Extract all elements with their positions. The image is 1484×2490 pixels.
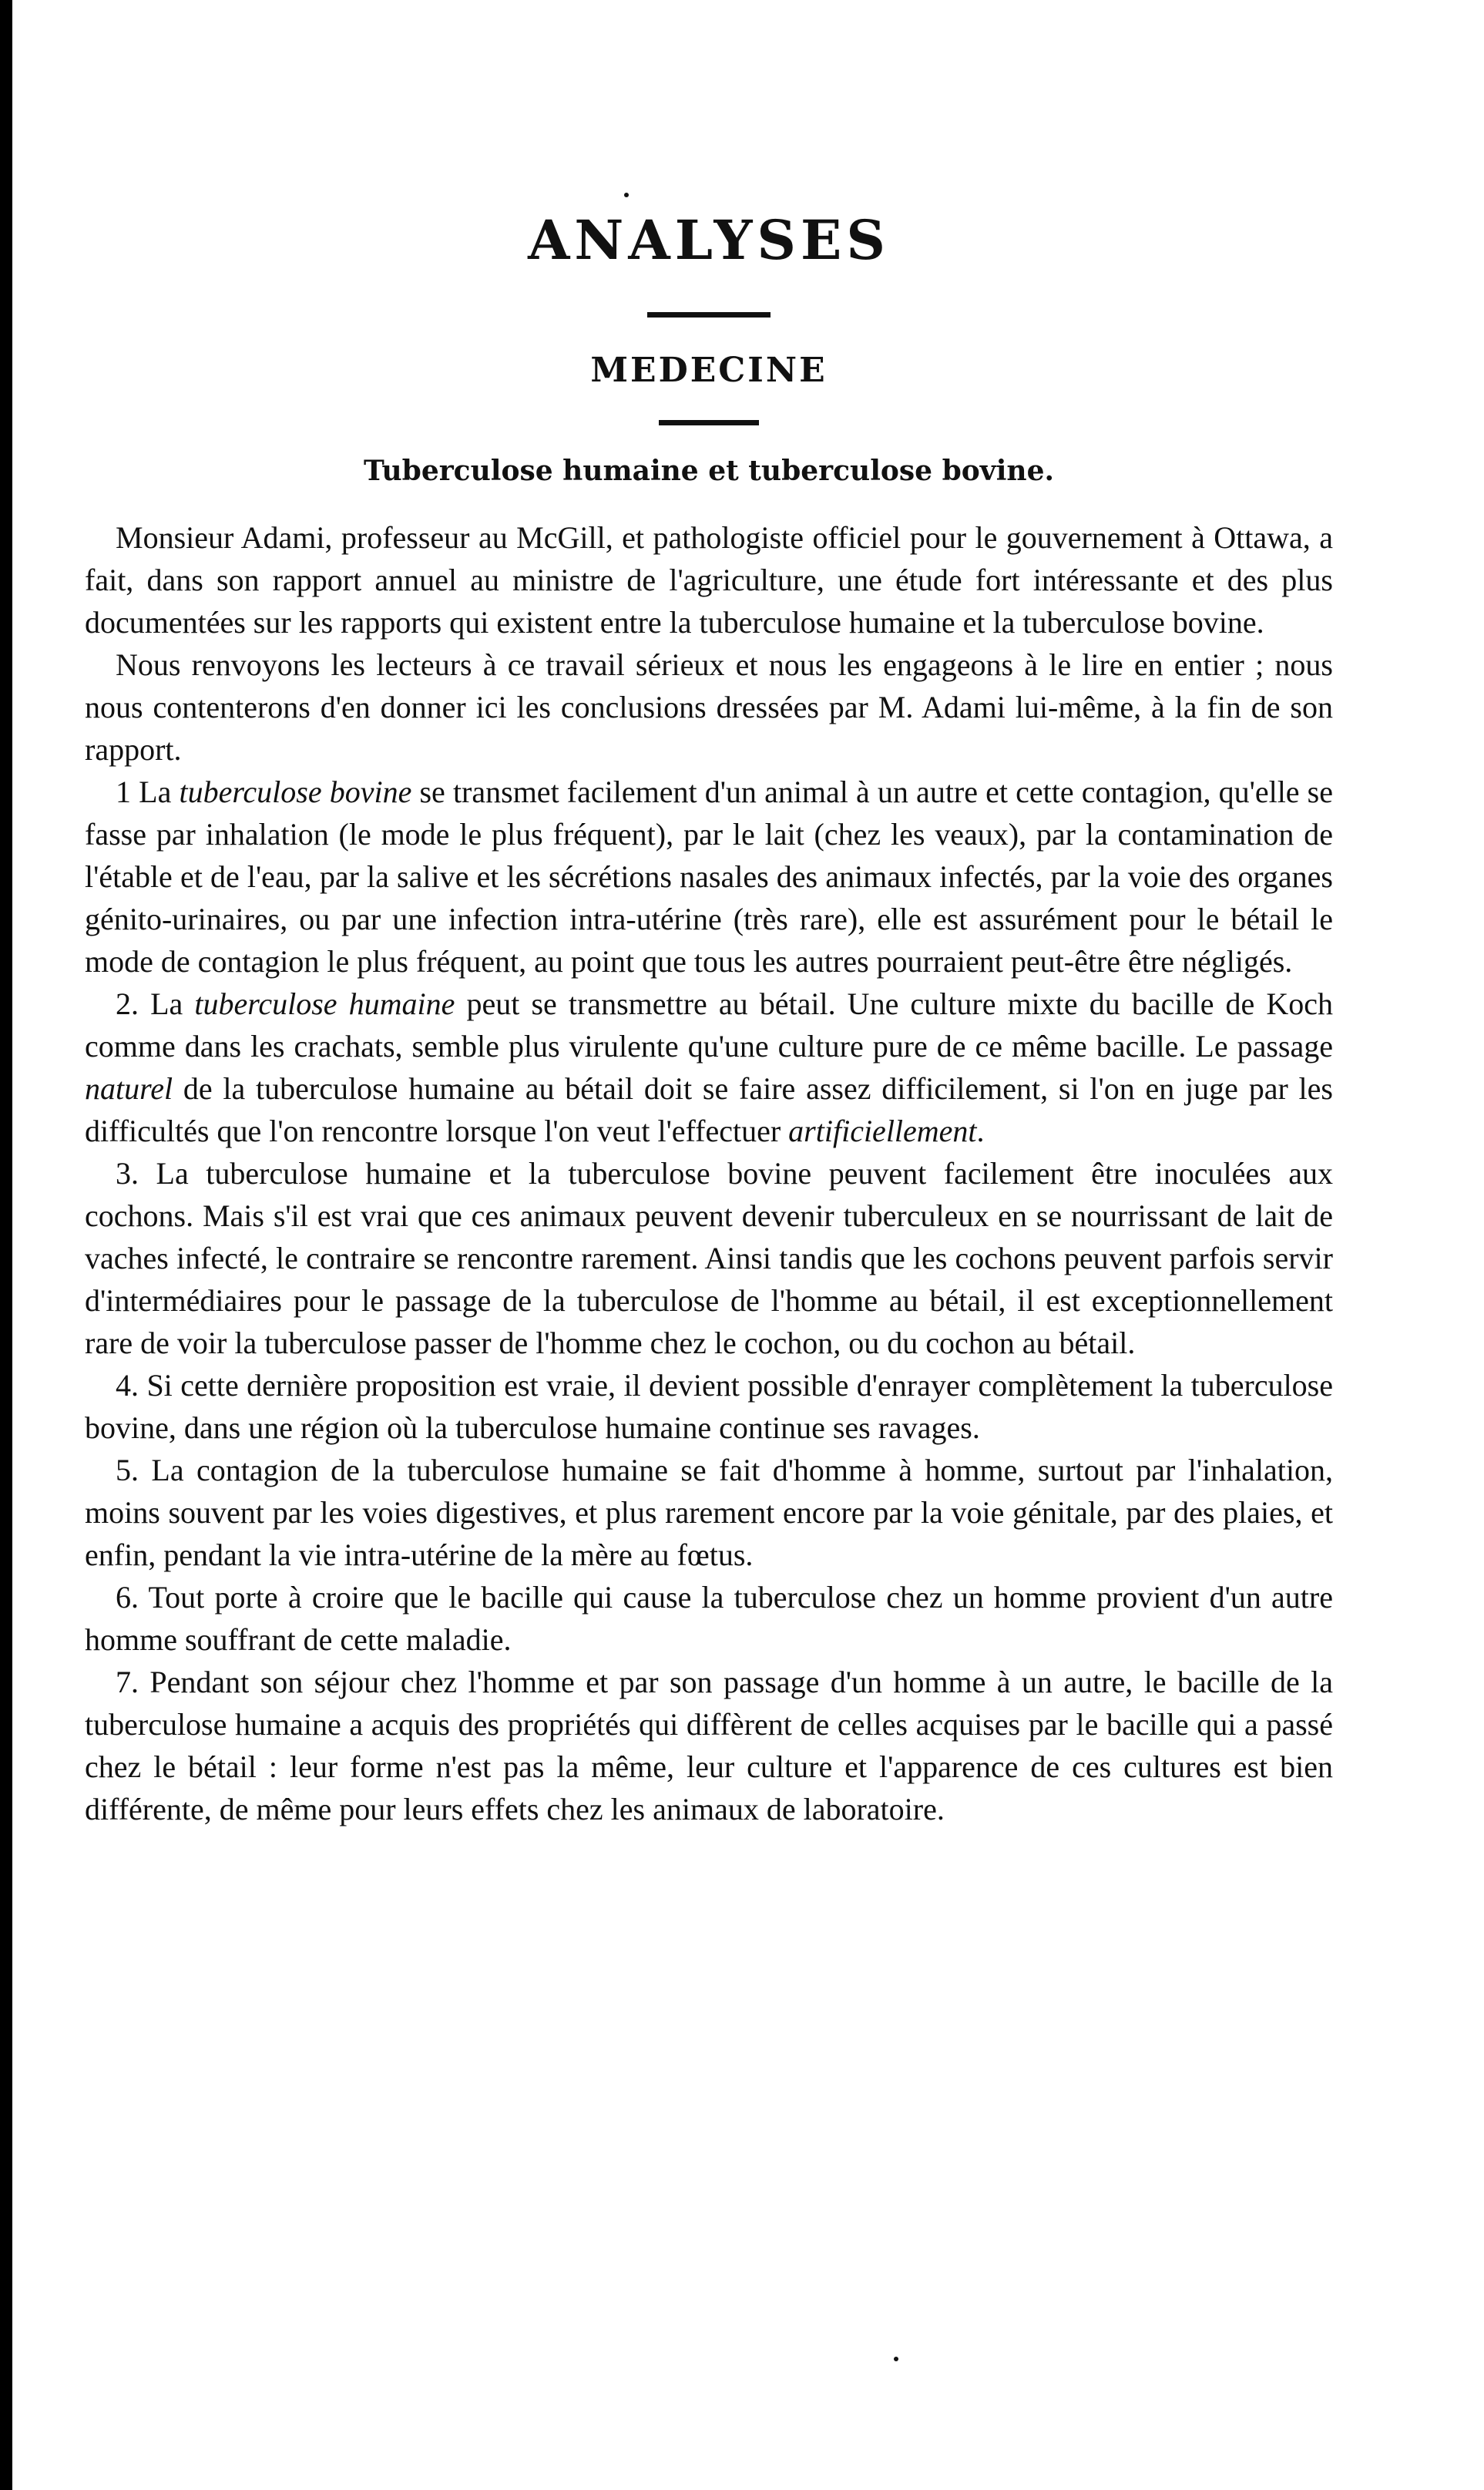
conclusion-item <box>85 1152 1333 1364</box>
intro-paragraph: Nous renvoyons les lecteurs à ce travail sérieux et nous les engageons à le lire en entier ; nous nous contenterons d'en donner ici les conclusions dressées par M. Adami lui-même, à la fin de son rapport. <box>85 647 1333 767</box>
item-text: La <box>139 775 180 809</box>
conclusion-item <box>85 1364 1333 1449</box>
item-number: 1 <box>116 775 131 809</box>
item-text: La contagion de la tuberculose humaine se fait d'homme à homme, surtout par l'inhalation, moins souvent par les voies digestives, et plus rarement encore par la voie génitale, par des plaies, et enfin, pendant la vie intra-utérine de la mère au fœtus. <box>85 1453 1334 1572</box>
item-italic-text: naturel <box>85 1071 173 1106</box>
section-title: MEDECINE <box>590 351 828 390</box>
item-italic-text: tuberculose humaine <box>194 986 455 1021</box>
printer-dot <box>624 193 629 197</box>
section-divider <box>659 420 759 425</box>
page-edge-shadow <box>0 0 12 2490</box>
item-text: Si cette dernière proposition est vraie, il devient possible d'enrayer complètement la tuberculose bovine, dans une région où la tuberculose humaine continue ses ravages. <box>85 1368 1334 1445</box>
item-text: Pendant son séjour chez l'homme et par son passage d'un homme à un autre, le bacille de la tuberculose humaine a acquis des propriétés qui diffèrent de celles acquises par le bacille qui a passé chez le bétail : leur forme n'est pas la même, leur culture et l'apparence de ces cultures est bien différente, de même pour leurs effets chez les animaux de laboratoire. <box>85 1665 1334 1826</box>
item-number: 4. <box>116 1368 139 1403</box>
item-number: 2. <box>116 986 139 1021</box>
article-body <box>85 516 1333 1830</box>
item-text: La <box>150 986 195 1021</box>
item-text: peut se transmettre au bétail. Une culture mixte du bacille de Koch comme dans les crachats, semble plus virulente qu'une culture pure de ce même bacille. Le passage <box>85 986 1334 1064</box>
item-number: 5. <box>116 1453 139 1487</box>
conclusion-item <box>85 1576 1333 1661</box>
conclusion-item <box>85 983 1333 1152</box>
article-title: Tuberculose humaine et tuberculose bovine. <box>363 455 1055 487</box>
item-number: 3. <box>116 1156 139 1191</box>
conclusion-item <box>85 1449 1333 1576</box>
item-text: de la tuberculose humaine au bétail doit se faire assez difficilement, si l'on en juge par les difficultés que l'on rencontre lorsque l'on veut l'effectuer <box>85 1071 1333 1148</box>
item-text: Tout porte à croire que le bacille qui cause la tuberculose chez un homme provient d'un autre homme souffrant de cette maladie. <box>85 1580 1333 1657</box>
item-number: 7. <box>116 1665 139 1699</box>
item-text: La tuberculose humaine et la tuberculose bovine peuvent facilement être inoculées aux cochons. Mais s'il est vrai que ces animaux peuvent devenir tuberculeux en se nourrissant de lait de vaches infecté, le contraire se rencontre rarement. Ainsi tandis que les cochons peuvent parfois servir d'intermédiaires pour le passage de la tuberculose de l'homme au bétail, il est exceptionnellement rare de voir la tuberculose passer de l'homme chez le cochon, ou du cochon au bétail. <box>85 1156 1333 1360</box>
intro-paragraph: Monsieur Adami, professeur au McGill, et pathologiste officiel pour le gouvernement à Ottawa, a fait, dans son rapport annuel au ministre de l'agriculture, une étude fort intéressante et des plus documentées sur les rapports qui existent entre la tuberculose humaine et la tuberculose bovine. <box>85 520 1333 640</box>
conclusion-item <box>85 1661 1333 1830</box>
item-italic-text: artificiellement <box>788 1114 977 1148</box>
item-number: 6. <box>116 1580 139 1615</box>
page-title: ANALYSES <box>528 208 890 272</box>
item-italic-text: tuberculose bovine <box>179 775 412 809</box>
item-text: . <box>976 1114 985 1148</box>
conclusion-item <box>85 771 1333 983</box>
item-text: se transmet facilement d'un animal à un autre et cette contagion, qu'elle se fasse par inhalation (le mode le plus fréquent), par le lait (chez les veaux), par la contamination de l'étable et de l'eau, par la salive et les sécrétions nasales des animaux infectés, par la voie des organes génito-urinaires, ou par une infection intra-utérine (très rare), elle est assurément pour le bétail le mode de contagion le plus fréquent, au point que tous les autres pourraient peut-être être négligés. <box>85 775 1334 979</box>
printer-dot <box>894 2357 898 2361</box>
title-divider <box>647 312 771 318</box>
document-page <box>85 0 1333 2490</box>
